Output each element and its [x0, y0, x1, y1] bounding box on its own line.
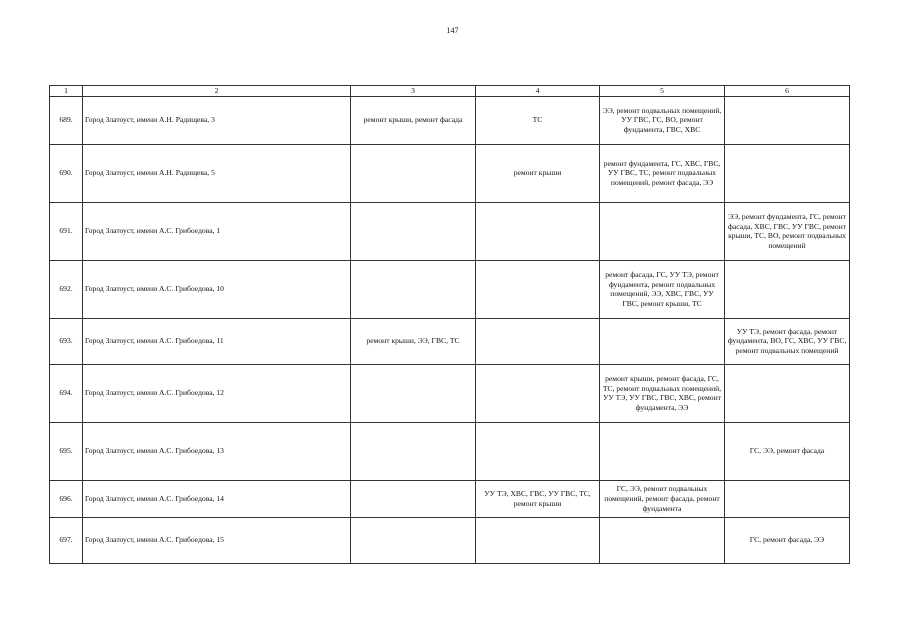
address-cell: Город Златоуст, имени А.Н. Радищева, 5	[83, 144, 351, 202]
row-number: 697.	[50, 517, 83, 563]
works-col-6	[725, 96, 850, 144]
address-cell: Город Златоуст, имени А.Н. Радищева, 3	[83, 96, 351, 144]
works-col-6: ЭЭ, ремонт фундамента, ГС, ремонт фасада, ХВС, ГВС, УУ ГВС, ремонт крыши, ТС, ВО, ремонт подвальных помещений	[725, 202, 850, 260]
works-col-5: ГС, ЭЭ, ремонт подвальных помещений, ремонт фасада, ремонт фундамента	[600, 480, 725, 517]
works-col-6	[725, 364, 850, 422]
table-row	[50, 318, 850, 364]
table-row	[50, 480, 850, 517]
table-row	[50, 260, 850, 318]
row-number: 690.	[50, 144, 83, 202]
table-row	[50, 144, 850, 202]
address-cell: Город Златоуст, имени А.С. Грибоедова, 14	[83, 480, 351, 517]
column-header-2: 2	[83, 86, 351, 97]
works-col-4	[476, 517, 600, 563]
address-cell: Город Златоуст, имени А.С. Грибоедова, 10	[83, 260, 351, 318]
row-number: 696.	[50, 480, 83, 517]
column-header-5: 5	[600, 86, 725, 97]
works-col-4	[476, 202, 600, 260]
row-number: 693.	[50, 318, 83, 364]
works-col-3	[351, 364, 476, 422]
works-col-6: ГС, ремонт фасада, ЭЭ	[725, 517, 850, 563]
address-cell: Город Златоуст, имени А.С. Грибоедова, 13	[83, 422, 351, 480]
works-col-6: УУ ТЭ, ремонт фасада, ремонт фундамента, ВО, ГС, ХВС, УУ ГВС, ремонт подвальных помещений	[725, 318, 850, 364]
row-number: 689.	[50, 96, 83, 144]
row-number: 691.	[50, 202, 83, 260]
works-col-3: ремонт крыши, ЭЭ, ГВС, ТС	[351, 318, 476, 364]
column-header-1: 1	[50, 86, 83, 97]
column-header-3: 3	[351, 86, 476, 97]
works-col-4	[476, 364, 600, 422]
table-row	[50, 364, 850, 422]
works-col-3: ремонт крыши, ремонт фасада	[351, 96, 476, 144]
table-row	[50, 422, 850, 480]
works-col-3	[351, 202, 476, 260]
works-col-4	[476, 260, 600, 318]
column-header-4: 4	[476, 86, 600, 97]
housing-repair-table	[49, 85, 850, 564]
works-col-3	[351, 144, 476, 202]
works-col-5	[600, 517, 725, 563]
works-col-3	[351, 260, 476, 318]
works-col-5: ЭЭ, ремонт подвальных помещений, УУ ГВС, ГС, ВО, ремонт фундамента, ГВС, ХВС	[600, 96, 725, 144]
works-col-5	[600, 422, 725, 480]
address-cell: Город Златоуст, имени А.С. Грибоедова, 15	[83, 517, 351, 563]
table-row	[50, 517, 850, 563]
row-number: 694.	[50, 364, 83, 422]
address-cell: Город Златоуст, имени А.С. Грибоедова, 1	[83, 202, 351, 260]
table-header-row	[50, 86, 850, 97]
works-col-5: ремонт фасада, ГС, УУ ТЭ, ремонт фундамента, ремонт подвальных помещений, ЭЭ, ХВС, ГВС, УУ ГВС, ремонт крыши, ТС	[600, 260, 725, 318]
table-row	[50, 202, 850, 260]
works-col-3	[351, 422, 476, 480]
works-col-6	[725, 480, 850, 517]
works-col-4	[476, 422, 600, 480]
works-col-5: ремонт фундамента, ГС, ХВС, ГВС, УУ ГВС, ТС, ремонт подвальных помещений, ремонт фасада, ЭЭ	[600, 144, 725, 202]
works-col-5	[600, 202, 725, 260]
works-col-4: УУ ТЭ, ХВС, ГВС, УУ ГВС, ТС, ремонт крыши	[476, 480, 600, 517]
row-number: 695.	[50, 422, 83, 480]
column-header-6: 6	[725, 86, 850, 97]
row-number: 692.	[50, 260, 83, 318]
works-col-3	[351, 480, 476, 517]
works-col-6: ГС, ЭЭ, ремонт фасада	[725, 422, 850, 480]
address-cell: Город Златоуст, имени А.С. Грибоедова, 12	[83, 364, 351, 422]
works-col-4: ТС	[476, 96, 600, 144]
works-col-6	[725, 260, 850, 318]
page-number: 147	[446, 26, 459, 35]
works-col-4: ремонт крыши	[476, 144, 600, 202]
works-col-6	[725, 144, 850, 202]
works-col-5	[600, 318, 725, 364]
works-col-3	[351, 517, 476, 563]
works-col-5: ремонт крыши, ремонт фасада, ГС, ТС, ремонт подвальных помещений, УУ ТЭ, УУ ГВС, ГВС, ХВС, ремонт фундамента, ЭЭ	[600, 364, 725, 422]
table-row	[50, 96, 850, 144]
address-cell: Город Златоуст, имени А.С. Грибоедова, 11	[83, 318, 351, 364]
works-col-4	[476, 318, 600, 364]
